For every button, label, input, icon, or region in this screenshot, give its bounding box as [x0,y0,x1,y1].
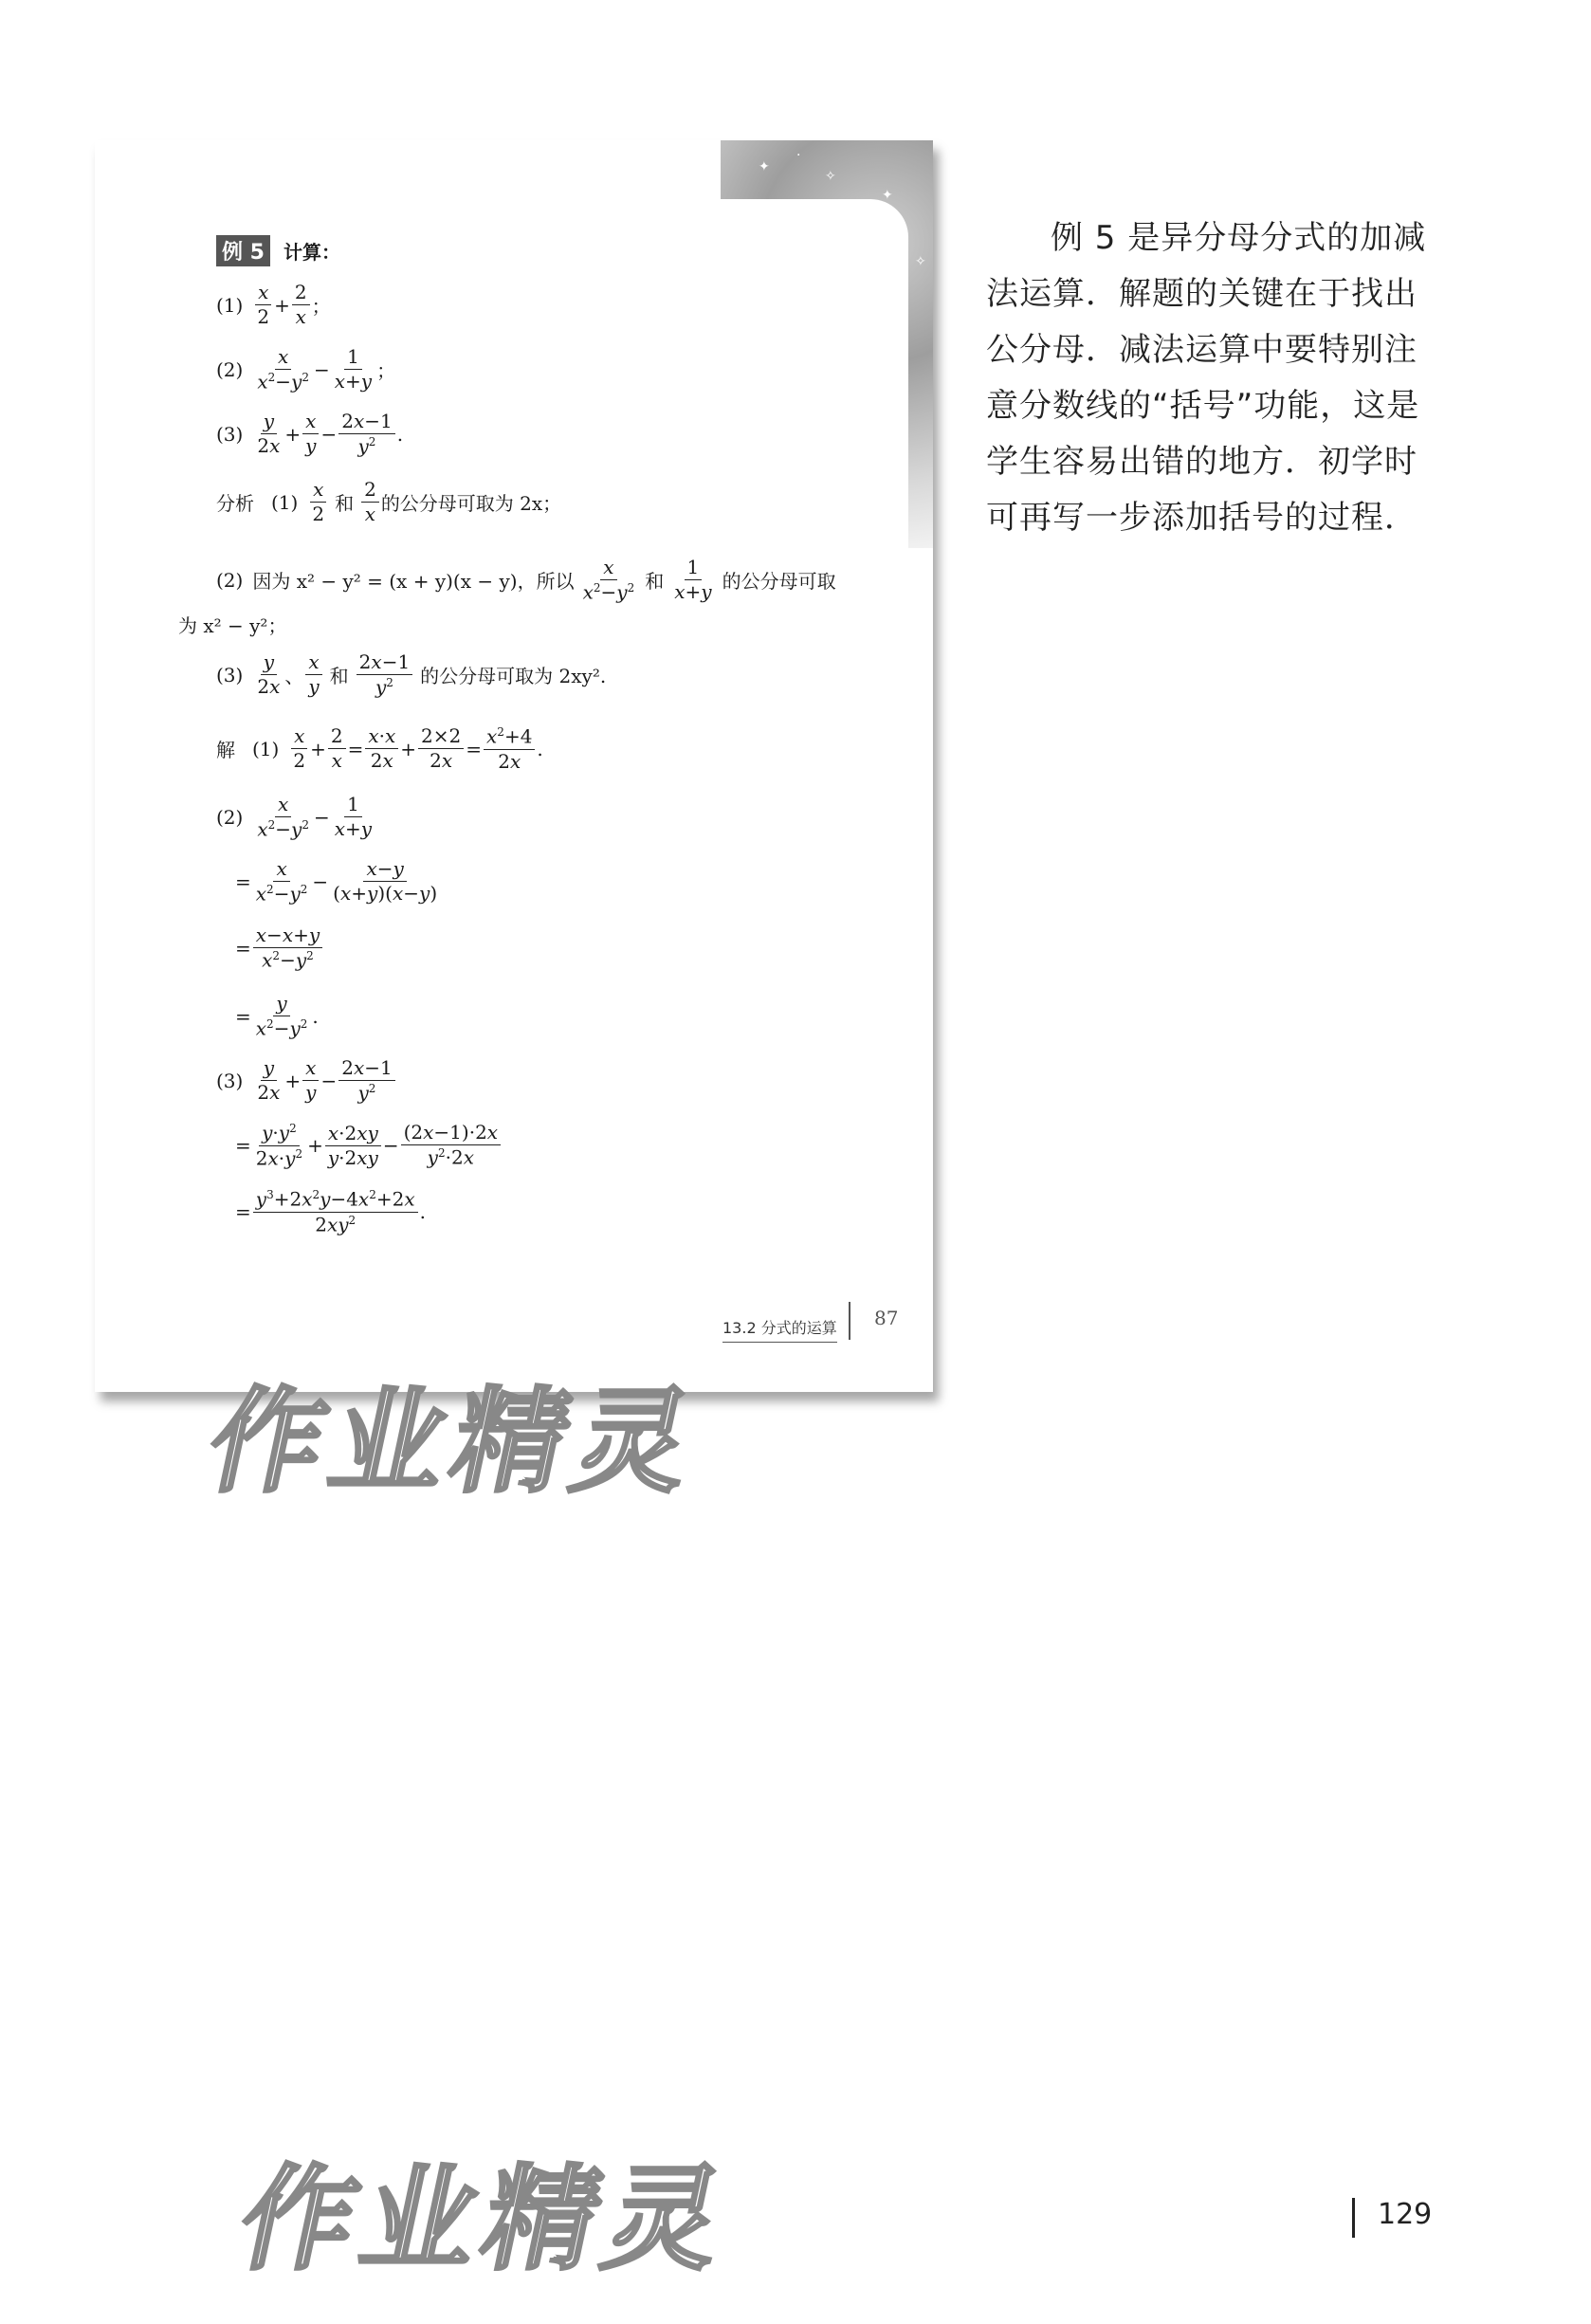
note-line-6: 可再写一步添加括号的过程． [986,499,1417,537]
solution-1: 解 (1) $\frac{x}{2}$ + $\frac{2}{x}$ = $\frac{x\cdot x}{2x}$ + $\frac{2\times 2}{2x}$ = $\frac{x^2+4}{2x}$ . [216,724,543,773]
page-number-divider [1352,2198,1355,2238]
problem-1: (1) $\frac{x}{2}$ + $\frac{2}{x}$ ； [216,281,331,328]
analysis-3: (3) $\frac{y}{2x}$ 、 $\frac{x}{y}$ 和 $\frac{2x-1}{y^2}$ 的公分母可取为 2xy². [216,650,607,699]
solution-2-line-3: = $\frac{x-x+y}{x^2-y^2}$ [235,925,324,971]
section-footer: 13.2 分式的运算 [722,1316,837,1343]
solution-2-line-1: (2) $\frac{x}{x^2-y^2}$ − $\frac{1}{x+y}$ [216,793,373,841]
footer-divider [849,1302,850,1340]
solution-2-line-2: = $\frac{x}{x^2-y^2}$ − $\frac{x-y}{(x+y)(x-y)}$ [235,857,438,906]
analysis-2-cont: 为 x² − y²； [178,614,287,637]
note-line-1: 例 5 是异分母分式的加减 [1051,219,1427,257]
analysis-1: 分析 (1) $\frac{x}{2}$ 和 $\frac{2}{x}$ 的公分母可取为 2x； [216,478,562,525]
example-title: 计算： [283,241,340,264]
teaching-note [986,210,1441,546]
textbook-page-image [95,140,933,1392]
solution-2-line-4: = $\frac{y}{x^2-y^2}$ . [235,992,319,1040]
example-label: 例 5 [216,235,270,266]
watermark-logo-bottom: 作业精灵 [228,2154,742,2286]
solution-3-line-3: = $\frac{y^3+2x^2y-4x^2+2x}{2xy^2}$ . [235,1187,426,1236]
analysis-2: (2) 因为 x² − y² = (x + y)(x − y)，所以 $\frac{x}{x^2-y^2}$ 和 $\frac{1}{x+y}$ 的公分母可取 [216,556,836,604]
corner-decoration: ✦ ✧ ✦ ✧ · [721,140,933,548]
note-line-3: 公分母．减法运算中要特别注 [986,331,1417,369]
inner-page-number: 87 [874,1307,899,1329]
watermark-logo: 作业精灵 [196,1377,711,1509]
note-line-2: 法运算．解题的关键在于找出 [986,275,1417,313]
solution-3-line-1: (3) $\frac{y}{2x}$ + $\frac{x}{y}$ − $\frac{2x-1}{y^2}$ [216,1058,397,1104]
page-number: 129 [1378,2198,1433,2231]
note-line-4: 意分数线的“括号”功能，这是 [986,387,1420,425]
problem-2: (2) $\frac{x}{x^2-y^2}$ − $\frac{1}{x+y}$ ； [216,345,396,393]
solution-3-line-2: = $\frac{y\cdot y^2}{2x\cdot y^2}$ + $\frac{x\cdot 2xy}{y\cdot 2xy}$ − $\frac{(2x-1)\cdot 2x}{y^2\cdot 2x}$ [235,1123,503,1168]
problem-3: (3) $\frac{y}{2x}$ + $\frac{x}{y}$ − $\frac{2x-1}{y^2}$ . [216,410,404,458]
note-line-5: 学生容易出错的地方．初学时 [986,443,1417,481]
